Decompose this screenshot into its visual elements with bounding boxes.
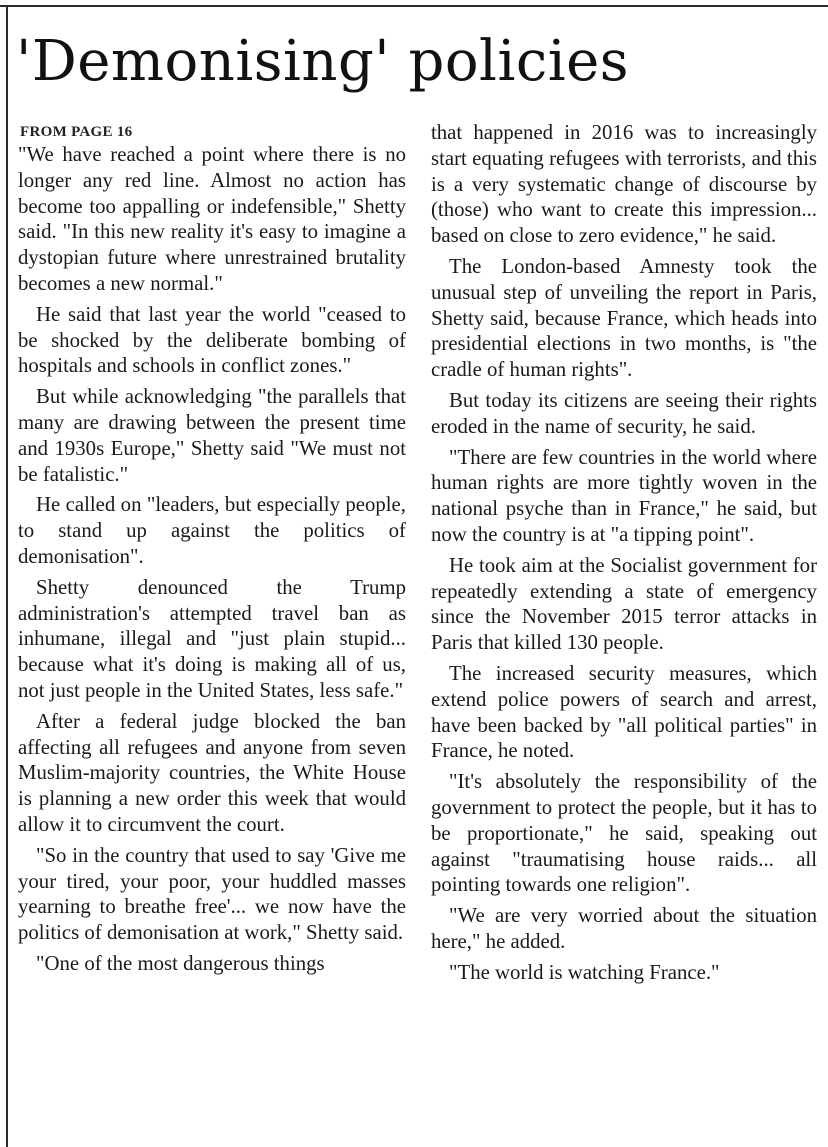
- article-column-right: [431, 120, 817, 991]
- paragraph: The increased security measures, which extend police powers of search and arrest, have been backed by "all political parties" in France, he noted.: [431, 661, 817, 763]
- paragraph: "The world is watching France.": [449, 960, 720, 984]
- paragraph: But today its citizens are seeing their rights eroded in the name of security, he said.: [431, 388, 817, 438]
- paragraph: "We are very worried about the situation here," he added.: [431, 904, 817, 953]
- paragraph: The London-based Amnesty took the unusual step of unveiling the report in Paris, Shetty said, because France, which heads into presidential elections in two months, is "the cradle of human rights".: [431, 254, 817, 382]
- paragraph: After a federal judge blocked the ban affecting all refugees and anyone from seven Muslim-majority countries, the White House is planning a new order this week that would allow it to circumvent the court.: [18, 709, 406, 836]
- top-rule: [0, 5, 828, 7]
- paragraph: "We have reached a point where there is no longer any red line. Almost no action has become too appalling or indefensible," Shetty said. "In this new reality it's easy to imagine a dystopian future where unrestrained brutality becomes a new normal.": [18, 143, 406, 295]
- article-column-left: [18, 122, 406, 982]
- paragraph: "One of the most dangerous things: [36, 951, 325, 975]
- headline: 'Demonising' policies: [16, 29, 630, 94]
- paragraph: "So in the country that used to say 'Give me your tired, your poor, your huddled masses yearning to breathe free'... we now have the politics of demonisation at work," Shetty said.: [18, 843, 406, 945]
- left-rule: [6, 5, 8, 1147]
- paragraph: He said that last year the world "ceased to be shocked by the deliberate bombing of hospitals and schools in conflict zones.": [18, 302, 406, 378]
- paragraph: He took aim at the Socialist government for repeatedly extending a state of emergency since the November 2015 terror attacks in Paris that killed 130 people.: [431, 553, 817, 655]
- paragraph: Shetty denounced the Trump administration's attempted travel ban as inhumane, illegal and "just plain stupid... because what it's doing is making all of us, not just people in the United States, less safe.": [18, 575, 406, 702]
- continuation-kicker: FROM PAGE 16: [20, 124, 133, 140]
- paragraph: But while acknowledging "the parallels that many are drawing between the present time and 1930s Europe," Shetty said "We must not be fatalistic.": [18, 385, 406, 486]
- paragraph: He called on "leaders, but especially people, to stand up against the politics of demonisation".: [18, 493, 406, 568]
- paragraph: "It's absolutely the responsibility of the government to protect the people, but it has to be proportionate," he said, speaking out against "traumatising house raids... all pointing towards one religion".: [431, 770, 817, 897]
- paragraph: that happened in 2016 was to increasingly start equating refugees with terrorists, and this is a very systematic change of discourse by (those) who want to create this impression... based on close to zero evidence," he said.: [431, 121, 817, 248]
- paragraph: "There are few countries in the world where human rights are more tightly woven in the national psyche than in France," he said, but now the country is at "a tipping point".: [431, 445, 817, 546]
